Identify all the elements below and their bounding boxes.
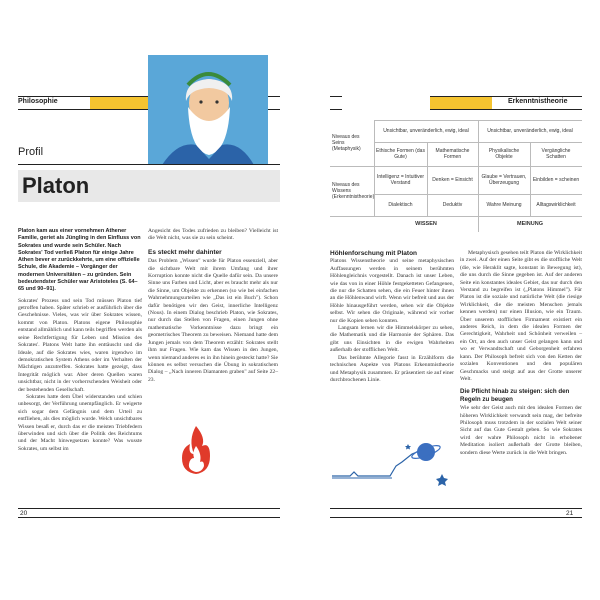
cave-paragraph-1: Platons Wissenstheorie und seine metaphysischen Auffassungen werden in seinem berühmten Höhlengleichnis vorgestellt. Danach ist unser Leben, wie das von in einer Höhle festgeketteten Gefangenen, die nur die Schatten sehen, die ein Feuer hinter ihnen an die Höhlenwand wirft. Wenn wir befreit und aus der Höhle hinausgeführt werden, sehen wir die Objekte selbst. Wir sehen die Originale, während wir vorher nur die Kopien sehen konnten. <box>330 258 454 324</box>
page-number-left-value: 20 <box>20 510 28 517</box>
cave-paragraph-2: Langsam lernen wir die Himmelskörper zu sehen, die Mathematik und die Harmonie der Sphären. Das gibt uns Einsichten in die ewigen Wahrheiten außerhalb der stofflichen Welt. <box>330 325 454 354</box>
header-rule-left-2 <box>268 96 280 110</box>
table-cell: Wahre Meinung <box>486 202 522 208</box>
right-column-1 <box>330 250 454 384</box>
section-label-erkenntnistheorie: Erkenntnistheorie <box>508 98 568 105</box>
table-cell: Unsichtbar, unveränderlich, ewig, ideal <box>487 128 573 134</box>
section-label-philosophie: Philosophie <box>18 98 58 105</box>
col2-heading: Es steckt mehr dahinter <box>148 248 222 256</box>
duty-heading: Die Pflicht hinab zu steigen: sich den Regeln zu beugen <box>460 388 570 403</box>
page-number-right-value: 21 <box>566 510 574 517</box>
duty-paragraph: Wie sehr der Geist auch mit den idealen Formen der höheren Wirklichkeit verwandt sein mag, der befreite Philosoph muss trotzdem in der sozialen Welt seiner Sicht auf das Gute Gestalt geben. So wie Sokrates wird der wahre Philosoph nicht in erhobener Meditation isoliert außerhalb der Grotte bleiben, sondern diese Werte zurück in die Welt bringen. <box>460 405 582 456</box>
table-cell: Vergängliche Schatten <box>541 148 571 160</box>
left-column-1 <box>18 228 142 453</box>
table-cell: Einbilden = scheinen <box>532 177 580 183</box>
table-group-label-erkenntnis: Niveaus des Wissens (Erkenntnistheorie) <box>332 182 375 200</box>
table-cell: Physikalische Objekte <box>488 148 520 160</box>
left-column-2 <box>148 228 278 384</box>
ascent-line-illustration <box>330 436 454 496</box>
flame-illustration <box>176 424 216 476</box>
header-accent-right <box>430 96 492 110</box>
philosopher-name: Platon <box>22 173 90 198</box>
table-cell: Mathematische Formen <box>435 148 470 160</box>
col1-paragraph-2: Sokrates hatte dem Übel widerstanden und schien unbesorgt, der Verführung unempfänglich. Er weigerte sich sogar dem Gefängnis und dem Urteil zu entfliehen, als dies möglich wurde. Welch unsichtbares Wissen besaß er, durch das er die meisten Triebfedern überwinden und sich über die Politik des Reichtums und der Macht hinwegsetzen konnte? Was wusste Sokrates, um selbst im <box>18 393 142 452</box>
header-accent-left <box>90 96 148 110</box>
table-cell: Deduktiv <box>442 202 463 208</box>
profile-label: Profil <box>18 146 44 158</box>
plato-portrait-illustration <box>148 55 268 165</box>
cave-heading: Höhlenforschung mit Platon <box>330 250 418 257</box>
table-cell: Denken = Einsicht <box>432 177 473 183</box>
profile-intro: Platon kam aus einer vornehmen Athener Familie, geriet als Jüngling in den Einfluss von Sokrates und wurde sein Schüler. Nach Sokrates' Tod verließ Platon für einige Jahre Athen bever er zurückkehrte, um eine offizielle Schule, die Akademie – Vorgänger der modernen Universitäten – zu gründen. Sein bedeutendster Schüler war Aristoteles (S. 64–65 und 90–91). <box>18 228 141 293</box>
profile-rule <box>18 164 280 165</box>
col2-paragraph-1: Angesicht des Todes zufrieden zu bleiben? Vielleicht ist die Welt nicht, was sie zu sein scheint. <box>148 228 278 242</box>
header-rule-left <box>18 96 90 110</box>
cave-paragraph-3: Das berühmte Allegorie fasst in Erzählform die technischen Aspekte von Platons Erkenntnistheorie und Metaphysik zusammen. Er präsentiert sie auf einer durchbrochenen Linie. <box>330 354 454 383</box>
table-cell: Intelligenz = Intuitiver Verstand <box>376 174 425 186</box>
col2-paragraph-2: Das Problem „Wissen" wurde für Platon essenziell, aber die sichtbare Welt mit ihrem Umfang und ihrer Korruption konnte nicht die Quelle dafür sein. Da unsere Sinne uns Farben und Licht, aber es braucht mehr als nur die Sinne, um Objekte zu erkennen (so wie bei einfachen Wahrnehmungsurteilen wie „Das ist ein Buch"). Schon dafür benötigen wir den Geist, innerliche Intelligenz (Nous). In einem Dialog beschrieb Platon, wie Sokrates, nur durch das Stellen von Fragen, einen Jungen ohne mathematische Vorkenntnisse dazu bringt ein geometrisches Theorem zu beweisen. Niemand hatte dem Jungen jemals von dem Theorem erzählt: Sokrates stellt ihm nur Fragen. Wie kam das Wissen in den Jungen, wenn niemand anderes es in ihn hinein gesteckt hatte? Sie können es selbst versuchen die Übung in sokratischem Dialog – „Nach inneren Diamanten graben" auf Seite 22–23. <box>148 258 279 383</box>
right-column-2 <box>460 250 582 457</box>
metaphysics-paragraph: Metaphysisch gesehen teilt Platon die Wirklichkeit in zwei. Auf der einen Seite gibt es die stoffliche Welt (die, wie Heraklit sagte, konstant in Bewegung ist), die uns durch die Sinne gegeben ist. Auf der anderen Seite ein konstantes ideales Gebiet, das nur durch den Verstand zu begreifen ist („Platons Himmel"). Für Platon ist die soziale und natürliche Welt (die riesige Wirklichkeit, die die meisten Menschen jemals kennen werden) nur einen Illusion, wie ein Traum. Über unserem stofflichen Firmament existiert ein anderes Reich, in dem die idealen Formen der Gerechtigkeit, Wahrheit und Schönheit verweilen – ein Ort, an den auch unser Geist gelangen kann und wo er Verwandtschaft und Geborgenheit erfahren kann. Der Philosoph befreit sich von den Ketten der sozialen Konventionen und den populären Geschmacks und steigt auf aus der Grotte unserer Welt. <box>460 250 582 382</box>
col1-paragraph-1: Sokrates' Prozess und sein Tod müssen Platon tief getroffen haben. Später schrieb er ausführlich über die Geschehnisse. Vieles, was wir über Sokrates wissen, kommt von Platon. Platons eigene Philosophie entstand allmählich und kann teils begriffen werden als seine Rechtfertigung für Leben und Mission des Sokrates'. Platons Welt hatte ihn enttäuscht und die Ideale, auf die Sokrates wies, waren irgendwo im demokratischen System Athens oder im Verhalten der Mächtigen anzutreffen. Sokrates hatte gezeigt, dass Integrität möglich war. Aber deren Quellen waren unsichtbar, nicht in der vorherrschenden Weisheit oder der bestehenden Gesellschaft. <box>18 297 142 393</box>
table-cell: Glaube = Vertrauen, Überzeugung <box>481 174 527 186</box>
table-group-label-metaphysik: Niveaus des Seins (Metaphysik) <box>332 134 361 152</box>
table-footer-meinung: MEINUNG <box>517 221 543 227</box>
header-rule-right-1 <box>330 96 342 110</box>
knowledge-table <box>330 120 582 232</box>
table-cell: Dialektisch <box>388 202 413 208</box>
table-cell: Unsichtbar, unveränderlich, ewig, ideal <box>383 128 469 134</box>
page-number-left <box>18 508 280 518</box>
table-cell: Alltagswirklichkeit <box>536 202 576 208</box>
table-footer-wissen: WISSEN <box>415 221 437 227</box>
table-cell: Ethische Formen (das Gute) <box>376 148 425 160</box>
page-number-right <box>330 508 582 518</box>
